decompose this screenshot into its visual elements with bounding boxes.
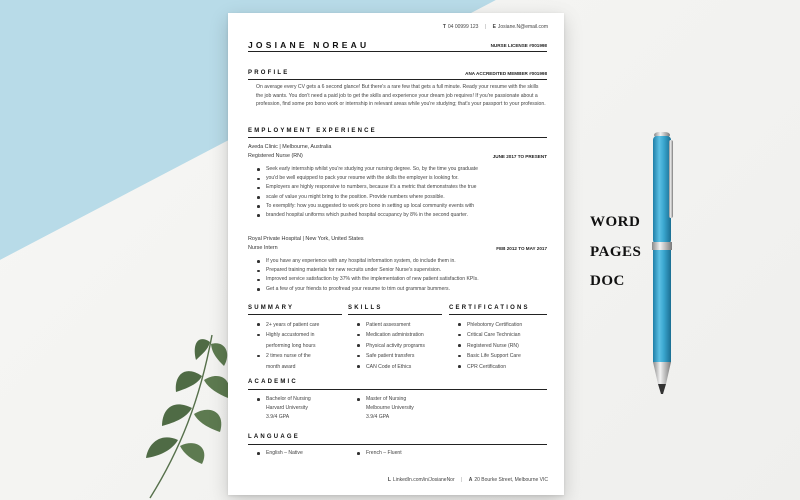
linkedin-url: LinkedIn.com/in/JosianeNor (392, 477, 455, 483)
job-role: Nurse Intern (248, 245, 278, 251)
address-label: A (468, 477, 473, 483)
phone-number: 04 00999 123 (447, 24, 479, 30)
linkedin-label: L (387, 477, 391, 483)
skills-title: SKILLS (348, 305, 383, 311)
list-item: French – Fluent (356, 449, 451, 458)
list-item: scale of value you might bring to the position. Provide numbers where possible. (256, 193, 548, 202)
list-item: Patient assessment (356, 320, 448, 330)
list-item: CAN Code of Ethics (356, 362, 448, 372)
list-item: month award (266, 363, 296, 370)
format-doc: DOC (590, 273, 625, 289)
academic-title: ACADEMIC (248, 379, 298, 385)
list-item: CPR Certification (457, 362, 553, 372)
language-title: LANGUAGE (248, 434, 300, 440)
language-divider (248, 444, 547, 445)
language-list (356, 449, 451, 458)
summary-divider (248, 314, 342, 315)
certifications-divider (449, 314, 547, 315)
separator: | (461, 477, 463, 483)
employment-divider (248, 137, 547, 138)
footer-contact (388, 477, 548, 483)
degree: Master of Nursing (356, 395, 451, 404)
list-item: you'd be well equipped to pack your resume with the skills the employer is looking for. (256, 174, 548, 183)
name-divider (248, 51, 547, 52)
resume-page (228, 13, 564, 495)
job-bullets (256, 257, 548, 294)
degree: Bachelor of Nursing (256, 395, 351, 404)
format-word: WORD (590, 214, 641, 230)
list-item: Safe patient transfers (356, 351, 448, 361)
certifications-title: CERTIFICATIONS (449, 305, 530, 311)
separator: | (484, 24, 487, 30)
list-item: branded hospital uniforms which pushed hospital occupancy by 8% in the second quarter. (256, 211, 548, 220)
job-dates: JUNE 2017 TO PRESENT (492, 154, 547, 159)
list-item: Medication administration (356, 330, 448, 340)
list-item: 2 times nurse of the (256, 351, 348, 361)
list-item: Highly accustomed in (256, 330, 348, 340)
accredited-member: ANA ACCREDITED MEMBER #001998 (465, 71, 547, 76)
nurse-license: NURSE LICENSE #001998 (490, 43, 547, 48)
address: 20 Bourke Street, Melbourne VIC (474, 477, 548, 483)
list-item: If you have any experience with any hospital information system, do include them in. (256, 257, 548, 266)
skills-list (356, 320, 448, 372)
summary-list (256, 320, 348, 372)
list-item: Employers are highly responsive to numbers, because it's a metric that demonstrates the true (256, 183, 548, 192)
job-employer: Royal Private Hospital | New York, United States (248, 236, 364, 242)
list-item: Critical Care Technician (457, 330, 553, 340)
job-employer: Aveda Clinic | Melbourne, Australia (248, 144, 332, 150)
list-item: Improved service satisfaction by 37% with the implementation of new patient satisfaction KPIs. (256, 275, 548, 284)
certifications-list (457, 320, 553, 372)
list-item: Physical activity programs (356, 341, 448, 351)
format-pages: PAGES (590, 244, 642, 260)
job-dates: FEB 2012 TO MAY 2017 (496, 246, 547, 251)
profile-divider (248, 79, 547, 80)
ballpoint-pen-icon (636, 128, 686, 400)
profile-text: On average every CV gets a 6 second glance! But there's a rare few that gets a full minute. Ready your resume with the skills the job wants. You don't need a paid job to get the skills and experience your dream job requires! If you're passionate about a profession, find some pro bono work or internship in relevant areas while you're studying; that's your passport to your profession. (256, 84, 546, 108)
contact-info (443, 24, 548, 30)
academic-divider (248, 389, 547, 390)
job-bullets (256, 165, 548, 220)
list-item: To exemplify: how you suggested to work pro bono in setting up local community events with (256, 202, 548, 211)
academic-entry (356, 395, 451, 423)
list-item: performing long hours (266, 342, 316, 349)
list-item: Get a few of your friends to proofread your resume to trim out grammar bummers. (256, 285, 548, 294)
email-address: Josiane.N@email.com (497, 24, 548, 30)
list-item: Basic Life Support Care (457, 351, 553, 361)
skills-divider (348, 314, 442, 315)
email-label: E (492, 24, 496, 30)
list-item: Phlebotomy Certification (457, 320, 553, 330)
employment-title: EMPLOYMENT EXPERIENCE (248, 128, 377, 134)
summary-title: SUMMARY (248, 305, 295, 311)
gpa: 3.9/4 GPA (366, 414, 390, 421)
list-item: Registered Nurse (RN) (457, 341, 553, 351)
academic-entry (256, 395, 351, 423)
list-item: Prepared training materials for new recruits under Senior Nurse's supervision. (256, 266, 548, 275)
language-list (256, 449, 351, 458)
school: Harvard University (266, 405, 308, 412)
list-item: 2+ years of patient care (256, 320, 348, 330)
resume-name: JOSIANE NOREAU (248, 40, 370, 50)
profile-title: PROFILE (248, 70, 290, 76)
list-item: Seek early internship whilst you're studying your nursing degree. So, by the time you graduate (256, 165, 548, 174)
list-item: English – Native (256, 449, 351, 458)
phone-label: T (442, 24, 446, 30)
gpa: 3.9/4 GPA (266, 414, 290, 421)
school: Melbourne University (366, 405, 414, 412)
job-role: Registered Nurse (RN) (248, 153, 303, 159)
